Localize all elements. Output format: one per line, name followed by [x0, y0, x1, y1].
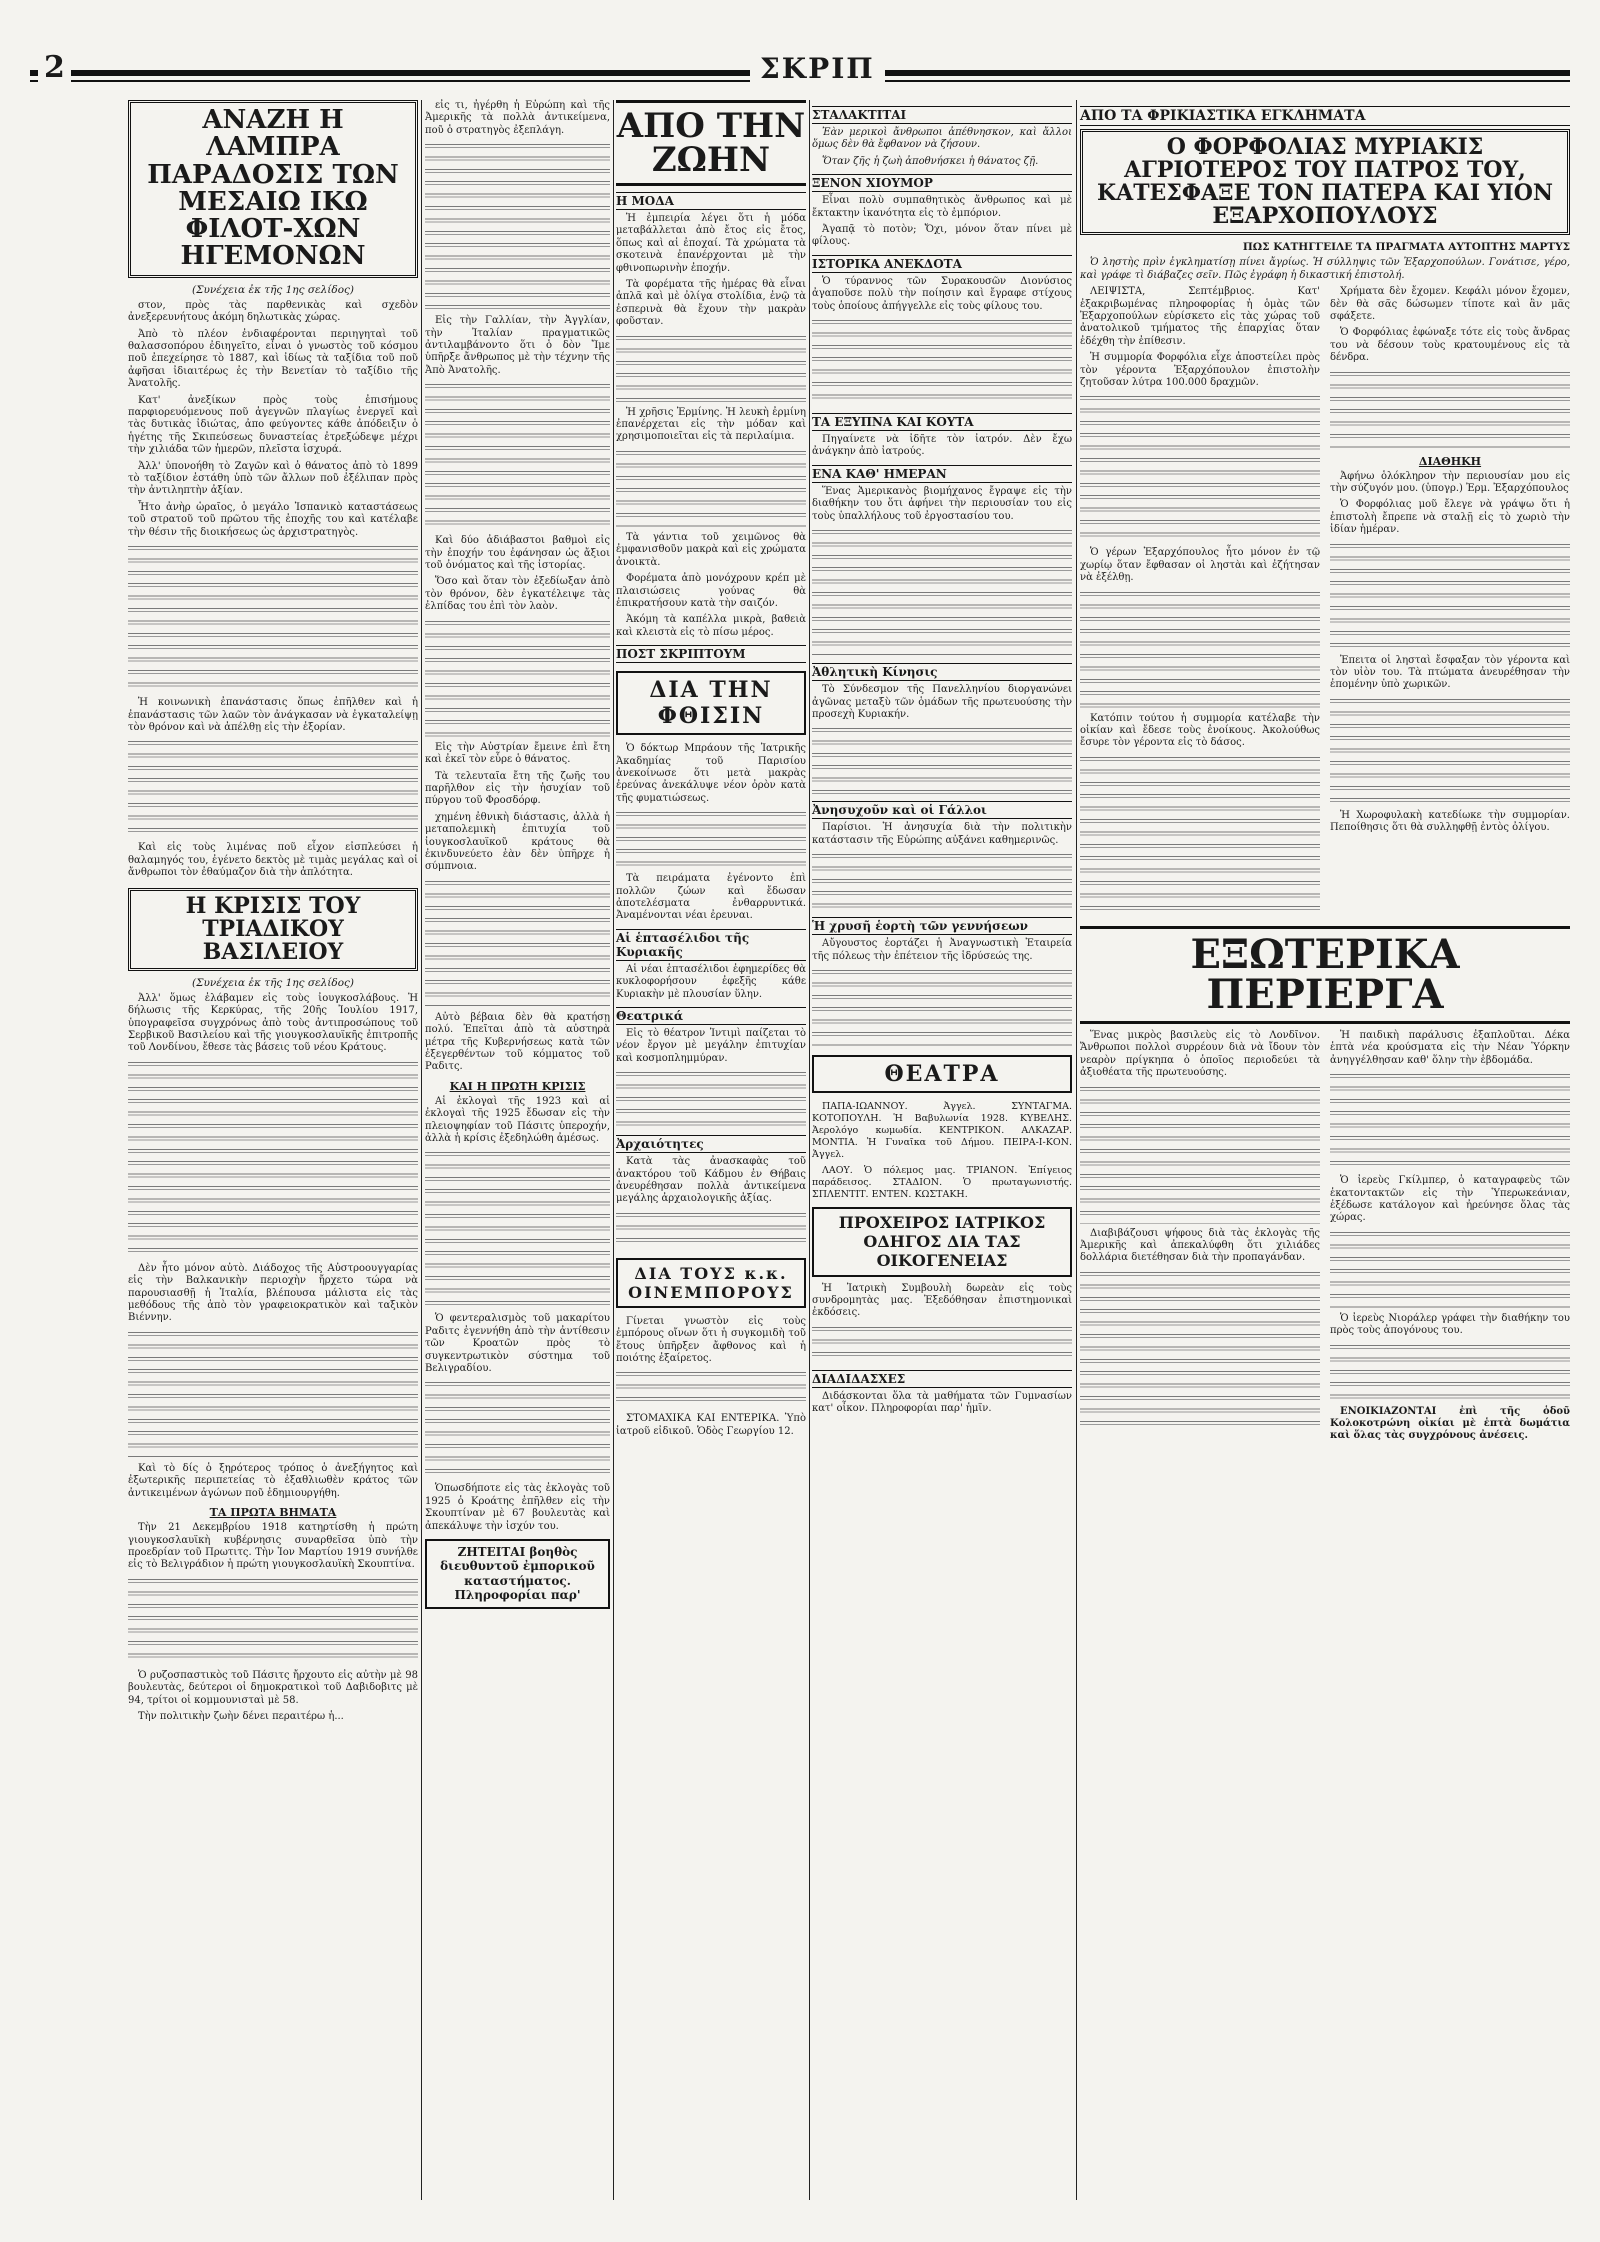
section-heading: ΙΣΤΟΡΙΚΑ ΑΝΕΚΔΟΤΑ	[812, 255, 1072, 273]
text-block	[128, 1576, 418, 1666]
text-block	[1330, 1342, 1570, 1402]
paragraph: Καὶ τὸ δίς ὁ ξηρότερος τρόπος ὁ ἀνεξήγητος καὶ ἐξωτερικῆς περιπετείας τὸ ἐξαθλιωθὲν κράτος τῶν ἀντικειμένων ἀγώνων ποῦ ἐδημιουργήθη.	[128, 1462, 418, 1499]
section-heading: ΠΟΣΤ ΣΚΡΙΠΤΟΥΜ	[616, 645, 806, 663]
text-block	[812, 725, 1072, 795]
text-block	[128, 543, 418, 693]
paragraph: Πηγαίνετε νὰ ἰδῆτε τὸν ἰατρόν. Δὲν ἔχω ἀνάγκην ἀπὸ ἰατρούς.	[812, 434, 1072, 458]
paragraph: Φορέματα ἀπὸ μονόχρουν κρέπ μὲ πλαισιώσεις γούνας θὰ ἐπικρατήσουν κατὰ τὴν σαιζόν.	[616, 573, 806, 609]
paragraph: Εἶναι πολὺ συμπαθητικὸς ἄνθρωπος καὶ μὲ ἔκτακτην ἱκανότητα εἰς τὸ ἐμπόριον.	[812, 195, 1072, 219]
page-number: 2	[38, 50, 71, 85]
paragraph: Καὶ δύο ἀδιάβαστοι βαθμοὶ εἰς τὴν ἐποχήν του ἐφάνησαν ὡς ἄξιοι τοῦ ὀνόματος καὶ τῆς ἰστορίας.	[425, 535, 610, 572]
theatre-listings: ΠΑΠΑ-ΙΩΑΝΝΟΥ. Ἀγγελ. ΣΥΝΤΑΓΜΑ. ΚΟΤΟΠΟΥΛΗ. Ἡ Βαβυλωνία 1928. ΚΥΒΕΛΗΣ. Ἀερολόγο κωμωδία. ΚΕΝΤΡΙΚΟΝ. ΑΛΚΑΖΑΡ. ΜΟΝΤΙΑ. Ἡ Γυναῖκα τοῦ Δήμου. ΠΕΙΡΑ-Ι-ΚΟΝ. Ἀγγελ.	[812, 1100, 1072, 1160]
classified-ad: ΖΗΤΕΙΤΑΙ βοηθὸς διευθυντοῦ ἐμπορικοῦ καταστήματος. Πληροφορίαι παρ'	[425, 1539, 610, 1609]
article-intro: Ὁ ληστὴς πρὶν ἐγκληματίσῃ πίνει ἄγρίως. Ἡ σύλληψις τῶν Ἐξαρχοπούλων. Γονάτισε, γέρο, καὶ γράφε τὶ διάβαζες σεῖν. Πῶς ἐγράφη ἡ δικαστική ἐπιστολή.	[1080, 257, 1570, 281]
paragraph: Τὰ γάντια τοῦ χειμῶνος θὰ ἐμφανισθοῦν μακρὰ καὶ εἰς χρώματα ἀνοικτὰ.	[616, 531, 806, 568]
paragraph: Ὁ ἰερεὺς Γκίλμπερ, ὁ καταγραφεὺς τῶν ἑκατοντακτῶν εἰς τὴν Ὑπερωκεάνιαν, ἐξέδωσε κατάλογον καὶ ἠρεύνησε ὅλας τὰς χώρας.	[1330, 1175, 1570, 1224]
section-heading: Ἡ χρυσῆ ἑορτὴ τῶν γεννήσεων	[812, 917, 1072, 935]
quotation: Ἐὰν μερικοὶ ἄνθρωποι ἀπέθνησκον, καὶ ἄλλοι ὅμως δὲν θὰ ἔφθανον νὰ ζήσουν.	[812, 127, 1072, 151]
paragraph: Ὅσο καὶ ὅταν τὸν ἐξεδίωξαν ἀπὸ τὸν θρόνον, δὲν ἐγκατέλειψε τὰς ἐλπίδας του ἐπὶ τὸν λαὸν.	[425, 576, 610, 613]
article-headline: ΑΝΑΖΗ Η ΛΑΜΠΡΑ ΠΑΡΑΔΟΣΙΣ ΤΩΝ ΜΕΣΑΙΩ ΙΚΩ ΦΙΛΟΤ-ΧΩΝ ΗΓΕΜΟΝΩΝ	[128, 100, 418, 278]
masthead	[30, 50, 1570, 98]
paragraph: ΛΕΙΨΙΣΤΑ, Σεπτέμβριος. Κατ' ἐξακριβωμένας πληροφορίας ἡ ὁμὰς τῶν Ἐξαρχοπούλων εὑρίσκετο εἰς τὰς χώρας τοῦ ἀνατολικοῦ τμήματος τῆς ἐπαρχίας ὅταν ἐδέχθη τὴν ἐπίθεσιν.	[1080, 286, 1320, 347]
paragraph: Ἀλλ' ὑπονοήθη τὸ Ζαγῶν καὶ ὁ θάνατος ἀπὸ τὸ 1899 τὸ ταξίδιον ἐστάθη ὑπὸ τῶν ἄλλων ποῦ ἐξέλιπαν πρὸς τὴν ἀντιληπτὴν ἀξίαν.	[128, 460, 418, 497]
paragraph: Παρίσιοι. Ἡ ἀνησυχία διὰ τὴν πολιτικὴν κατάστασιν τῆς Εὐρώπης αὐξάνει καθημερινῶς.	[812, 822, 1072, 846]
text-block	[1080, 393, 1320, 543]
paragraph: Τὴν πολιτικὴν ζωὴν δένει περαιτέρω ἡ...	[138, 1710, 344, 1722]
text-block	[1080, 589, 1320, 709]
text-block	[1330, 1071, 1570, 1171]
text-block	[616, 809, 806, 869]
paragraph: Εἰς τὸ θέατρον Ἰντιμὶ παίζεται τὸ νέον ἔργον μὲ μεγάλην ἐπιτυχίαν καὶ κοσμοπλημμύραν.	[616, 1028, 806, 1064]
text-block	[616, 1210, 806, 1250]
paragraph: Γίνεται γνωστὸν εἰς τοὺς ἐμπόρους οἴνων ὅτι ἡ συγκομιδὴ τοῦ ἔτους ὑπῆρξεν ἄφθονος καὶ ἡ ποιότης ἐξαίρετος.	[616, 1315, 806, 1365]
column-3	[616, 100, 806, 1442]
boxed-headline: ΘΕΑΤΡΑ	[812, 1055, 1072, 1093]
text-block	[1330, 1229, 1570, 1309]
text-block	[425, 1149, 610, 1309]
text-block	[1080, 1084, 1320, 1224]
column-5	[1080, 100, 1570, 1447]
paragraph: Ἡ κοινωνικὴ ἐπανάστασις ὅπως ἐπῆλθεν καὶ ἡ ἐπανάστασις τῶν λαῶν τὸν ἀνάγκασαν νὰ ἐγκαταλείψῃ τὸν θρόνον καὶ νὰ ἀπέλθῃ εἰς τὴν ἐξορίαν.	[128, 697, 418, 733]
cinema-listings: ΛΑΟΥ. Ὁ πόλεμος μας. ΤΡΙΑΝΟΝ. Ἐπίγειος παράδεισος. ΣΤΑΔΙΟΝ. Ὁ πρωταγωνιστής. ΣΠΛΕΝΤΙΤ. ΕΝΤΕΝ. ΚΩΣΤΑΚΗ.	[812, 1164, 1072, 1200]
paragraph: Ἀγαπᾷ τὸ ποτὸν; Ὄχι, μόνον ὅταν πίνει μὲ φίλους.	[812, 224, 1072, 248]
paragraph: ΣΤΟΜΑΧΙΚΑ ΚΑΙ ΕΝΤΕΡΙΚΑ. Ὑπὸ ἰατροῦ εἰδικοῦ. Ὁδὸς Γεωργίου 12.	[616, 1413, 806, 1437]
paragraph: Χρήματα δὲν ἔχομεν. Κεφάλι μόνον ἔχομεν, δὲν θὰ σᾶς δώσωμεν τίποτε καὶ ἂν μᾶς σφάξετε.	[1330, 286, 1570, 322]
paragraph: Ἡ συμμορία Φορφόλια εἶχε ἀποστείλει πρὸς τὸν γέροντα Ἐξαρχόπουλον ἐπιστολὴν ζητοῦσαν λύτρα 100.000 δραχμῶν.	[1080, 352, 1320, 389]
paragraph: εἰς τι, ἠγέρθη ἡ Εὐρώπη καὶ τῆς Ἀμερικῆς τὰ πολλὰ ἀντικείμενα, ποῦ ὁ στρατηγὸς ἐξεπλάγη.	[425, 100, 610, 136]
paragraph: Διδάσκονται ὅλα τὰ μαθήματα τῶν Γυμνασίων κατ' οἶκον. Πληροφορίαι παρ' ἡμῖν.	[812, 1390, 1072, 1415]
section-heading: Ἀρχαιότητες	[616, 1135, 806, 1153]
text-block	[425, 1379, 610, 1479]
text-block	[128, 1329, 418, 1459]
paragraph: Ὁ φεντεραλισμὸς τοῦ μακαρίτου Ραδιτς ἐγεννήθη ἀπὸ τὴν ἀντίθεσιν τῶν Κροατῶν πρὸς τὸ συγκεντρωτικὸν σύστημα τοῦ Βελιγραδίου.	[425, 1313, 610, 1375]
article-headline: Η ΚΡΙΣΙΣ ΤΟΥ ΤΡΙΑΔΙΚΟΥ ΒΑΣΙΛΕΙΟΥ	[128, 888, 418, 971]
text-block	[812, 1324, 1072, 1364]
paragraph: Κατ' ἀνεξίκων πρὸς τοὺς ἐπισήμους παρφιορευόμενους ποῦ ἀγεγνῶν πλαγίως ἐνεργεῖ καὶ τὰς δυτικὰς ἰδιώτας, ἀπο φεύγοντες κάθε ἀπόδειξιν ὁ ἡγέτης τῆς Σκιπεύσεως δυναστείας ἐτρεξώδεψε μέχρι τὴν χιλιάδα τῶν ἡμερῶν, πλεῖστα ἰσχυρά.	[128, 394, 418, 456]
paragraph: Τὴν 21 Δεκεμβρίου 1918 κατηρτίσθη ἡ πρώτη γιουγκοσλαυϊκὴ κυβέρνησις συναρθεῖσα ὑπὸ τὴν προεδρίαν τοῦ Πρωτιτς. Τὴν Ἰον Μαρτίου 1919 συνήλθε εἰς τὸ Βελιγράδιον ἡ πρώτη γιουγκοσλαυϊκὴ Σκουπτίνα.	[128, 1522, 418, 1571]
column-4	[812, 100, 1072, 1420]
boxed-headline: ΠΡΟΧΕΙΡΟΣ ΙΑΤΡΙΚΟΣ ΟΔΗΓΟΣ ΔΙΑ ΤΑΣ ΟΙΚΟΓΕΝΕΙΑΣ	[812, 1207, 1072, 1277]
boxed-headline: ΔΙΑ ΤΗΝ ΦΘΙΣΙΝ	[616, 671, 806, 735]
paragraph: Αἱ ἐκλογαὶ τῆς 1923 καὶ αἱ ἐκλογαὶ τῆς 1925 ἔδωσαν εἰς τὴν πλειοψηφίαν τοῦ Πάσιτς ὑπεροχήν, ἀλλὰ ἡ κρίσις ἐξεδηλώθη ἀμέσως.	[425, 1095, 610, 1144]
paragraph: Ὁ Φορφόλιας ἐφώναξε τότε εἰς τοὺς ἄνδρας του νὰ δέσουν τοὺς κρατουμένους εἰς τὰ δένδρα.	[1330, 327, 1570, 364]
text-block	[1330, 696, 1570, 806]
subcolumn	[1080, 286, 1320, 918]
paragraph: Τὰ φορέματα τῆς ἡμέρας θὰ εἶναι ἁπλᾶ καὶ μὲ ὀλίγα στολίδια, ἐνῷ τὰ ἐσπερινὰ θὰ ἔχουν τὴν μακρὰν φοῦσταν.	[616, 279, 806, 328]
classified-ad: ΕΝΟΙΚΙΑΖΟΝΤΑΙ ἐπὶ τῆς ὁδοῦ Κολοκοτρώνη οἰκίαι μὲ ἑπτὰ δωμάτια καὶ ὅλας τὰς συγχρόνους ἀνέσεις.	[1330, 1405, 1570, 1442]
text-block	[812, 851, 1072, 911]
paragraph: Ὁ τύραννος τῶν Συρακουσῶν Διονύσιος ἀγαποῦσε πολὺ τὴν ποίησιν καὶ ἔγραφε στίχους τοὺς ὁποίους ἀπήγγελλε εἰς τοὺς φίλους του.	[812, 275, 1072, 312]
section-heading: ΔΙΑΘΗΚΗ	[1418, 454, 1482, 468]
text-block	[812, 317, 1072, 407]
paragraph: Δὲν ἦτο μόνον αὐτὸ. Διάδοχος τῆς Αὐστροουγγαρίας εἰς τὴν Βαλκανικὴν περιοχὴν ἤρχετο τώρα νὰ παρουσιασθῇ ἡ Ἰταλία, βλέπουσα μάλιστα εἰς τὰς μεθόδους τῆς ἀπὸ τὸν γραφειοκρατικὸν καὶ ταξικὸν Βιέννην.	[128, 1262, 418, 1324]
text-block	[425, 381, 610, 531]
section-heading: ΣΤΑΛΑΚΤΙΤΑΙ	[812, 106, 1072, 124]
text-block	[1330, 541, 1570, 651]
section-title: ΕΞΩΤΕΡΙΚΑ ΠΕΡΙΕΡΓΑ	[1080, 926, 1570, 1024]
text-block	[1330, 369, 1570, 449]
paragraph: Ὁ ἰερεὺς Νιοράλερ γράφει τὴν διαθήκην του πρὸς τοὺς ἀπογόνους του.	[1330, 1312, 1570, 1337]
subcolumn	[1080, 1030, 1320, 1447]
paragraph: Κατόπιν τούτου ἡ συμμορία κατέλαβε τὴν οἰκίαν καὶ ἔδεσε τοὺς ἐνοίκους. Ἀκολούθως ἔσυρε τὸν γέροντα εἰς τὸ δάσος.	[1080, 712, 1320, 749]
paragraph: Ἡ Ἰατρικὴ Συμβουλὴ δωρεὰν εἰς τοὺς συνδρομητὰς μας. Ἐξεδόθησαν ἐπιστημονικαὶ ἐκδόσεις.	[812, 1282, 1072, 1319]
paragraph: χημένη ἐθνικὴ διάστασις, ἀλλὰ ἡ μεταπολεμικὴ ἐπιτυχία τοῦ ἰουγκοσλαυϊκοῦ κράτους θὰ ἐκινδυνεύετο ἐὰν δὲν ὑπῆρχε ἡ σύμπνοια.	[425, 811, 610, 873]
paragraph: Ἡ ἐμπειρία λέγει ὅτι ἡ μόδα μεταβάλλεται ἀπὸ ἔτος εἰς ἔτος, ὅπως καὶ αἱ ἐποχαί. Τὰ χρώματα τὰ σκοτεινὰ ἐπανέρχονται μὲ τὴν φθινοπωρινὴν ἐποχήν.	[616, 213, 806, 274]
section-heading: ΑΠΟ ΤΑ ΦΡΙΚΙΑΣΤΙΚΑ ΕΓΚΛΗΜΑΤΑ	[1080, 106, 1570, 126]
paragraph: Αἱ νέαι ἑπτασέλιδοι ἐφημερίδες θὰ κυκλοφορήσουν ἐφεξῆς κάθε Κυριακὴν μὲ πλουσίαν ὕλην.	[616, 963, 806, 1000]
paragraph: Ἡ χρῆσις Ἐρμίνης. Ἡ λευκὴ ἐρμίνη ἐπανέρχεται εἰς τὴν μόδαν καὶ χρησιμοποιεῖται εἰς τὰ περιλαίμια.	[616, 406, 806, 443]
text-block	[812, 967, 1072, 1047]
paragraph: Ἀπὸ τὸ πλέον ἐνδιαφέρονται περιηγηταὶ τοῦ θαλασσοπόρου ἐδιηγεῖτο, εἶναι ὁ γνωστὸς τοῦ κόσμου ποῦ ἐπεχείρησε τὸ 1887, καὶ ἰδίως τὰ ταξίδια τοῦ ποῦ ἀφῆσαι ἰδιαιτέρως ἐς τὴν Βενετίαν τὸ ταξίδιο τῆς Ἀνατολῆς.	[128, 328, 418, 390]
paper-name: ΣΚΡΙΠ	[750, 52, 885, 85]
paragraph: Διαβιβάζουσι ψήφους διὰ τὰς ἐκλογὰς τῆς Ἀμερικῆς καὶ ἀπεκαλύφθη ὅτι χιλιάδες δολλάρια διετέθησαν διὰ τὴν προπαγάνδαν.	[1080, 1227, 1320, 1264]
paragraph: Αὔγουστος ἐορτάζει ἡ Ἀναγνωστικὴ Ἐταιρεία τῆς πόλεως τὴν ἐπέτειον τῆς ἱδρύσεώς της.	[812, 938, 1072, 962]
paragraph: Ὁπωσδήποτε εἰς τὰς ἐκλογὰς τοῦ 1925 ὁ Κροάτης ἐπῆλθεν εἰς τὴν Σκουπτίναν μὲ 67 βουλευτὰς καὶ ἀπεκάλυψε τὴν ἰσχύν του.	[425, 1483, 610, 1532]
two-column-text	[1080, 1030, 1570, 1447]
column-rule	[421, 100, 422, 2200]
paragraph: Ἀλλ' ὅμως ἐλάβαμεν εἰς τοὺς ἰουγκοσλάβους. Ἡ δήλωσις τῆς Κερκύρας, τῆς 20ῆς Ἰουλίου 1917, ὑπογραφεῖσα συγχρόνως ἀπὸ τοὺς ἀντιπροσώπους τοῦ Σερβικοῦ Βασιλείου καὶ τῆς γιουγκοσλαυϊκῆς ἐπιτροπῆς τοῦ Λονδίνου, ἔθεσε τὰς βάσεις τοῦ νέου Κράτους.	[128, 992, 418, 1054]
article-headline: Ο ΦΟΡΦΟΛΙΑΣ ΜΥΡΙΑΚΙΣ ΑΓΡΙΟΤΕΡΟΣ ΤΟΥ ΠΑΤΡΟΣ ΤΟΥ, ΚΑΤΕΣΦΑΞΕ ΤΟΝ ΠΑΤΕΡΑ ΚΑΙ ΥΙΟΝ ΕΞΑΡΧΟΠΟΥΛΟΥΣ	[1080, 129, 1570, 235]
section-heading: ΔΙΑΔΙΔΑΣΧΕΣ	[812, 1370, 1072, 1388]
paragraph: Ὁ δόκτωρ Μπράουν τῆς Ἰατρικῆς Ἀκαδημίας τοῦ Παρισίου ἀνεκοίνωσε ὅτι μετὰ μακρὰς ἐρεύνας ἀνεκάλυψε νέον ὀρὸν κατὰ τῆς φυματιώσεως.	[616, 743, 806, 804]
text-block	[1080, 754, 1320, 914]
section-heading: ΤΑ ΕΞΥΠΝΑ ΚΑΙ ΚΟΥΤΑ	[812, 413, 1072, 431]
paragraph: Τὸ Σύνδεσμον τῆς Πανελληνίου διοργανώνει ἀγῶνας μεταξὺ τῶν ὁμάδων τῆς πρωτευούσης τὴν προσεχὴ Κυριακήν.	[812, 684, 1072, 720]
paragraph: Εἰς τὴν Αὐστρίαν ἔμεινε ἐπὶ ἔτη καὶ ἐκεῖ τὸν εὗρε ὁ θάνατος.	[425, 741, 610, 766]
text-block	[425, 618, 610, 738]
column-rule	[1076, 100, 1077, 2200]
section-heading: Η ΜΟΔΑ	[616, 192, 806, 210]
column-1	[128, 100, 418, 1727]
subcolumn	[1330, 1030, 1570, 1447]
paragraph: Ἐπειτα οἱ λησταὶ ἔσφαξαν τὸν γέροντα καὶ τὸν υἱὸν του. Τὰ πτώματα ἀνευρέθησαν τὴν ἐπομένην ὑπὸ χωρικῶν.	[1330, 654, 1570, 691]
paragraph: Τὰ τελευταῖα ἔτη τῆς ζωῆς του παρῆλθον εἰς τὴν ἡσυχίαν τοῦ πύργου τοῦ Φροσδόρφ.	[425, 770, 610, 807]
text-block	[616, 333, 806, 403]
text-block	[616, 1069, 806, 1129]
column-rule	[809, 100, 810, 2200]
section-heading: Ἀθλητικὴ Κίνησις	[812, 663, 1072, 681]
section-heading: ΞΕΝΟΝ ΧΙΟΥΜΟΡ	[812, 174, 1072, 192]
column-rule	[613, 100, 614, 2200]
boxed-headline: ΔΙΑ ΤΟΥΣ κ.κ. ΟΙΝΕΜΠΟΡΟΥΣ	[616, 1258, 806, 1308]
paragraph: στον, πρὸς τὰς παρθενικὰς καὶ σχεδὸν ἀνεξερευνήτους ἀκόμη δηλωτικὰς χώρας.	[128, 299, 418, 324]
paragraph: Καὶ εἰς τοὺς λιμένας ποῦ εἶχον εἰσπλεύσει ἡ θαλαμηγός του, ἐγένετο δεκτὸς μὲ τιμὰς μεγάλας καὶ οἱ ἄνθρωποι τὸν ἐθαύμαζον διὰ τὴν ἀπλότητα.	[128, 842, 418, 879]
subcolumn	[1330, 286, 1570, 918]
two-column-text	[1080, 286, 1570, 918]
paragraph: Αὐτὸ βέβαια δὲν θὰ κρατήσῃ πολύ. Ἐπεῖται ἀπὸ τὰ αὐστηρὰ μέτρα τῆς Κυβερνήσεως κατὰ τῶν ἐξεγερθέντων τοῦ κόμματος τοῦ Ραδιτς.	[425, 1011, 610, 1073]
paragraph: Ἦτο ἀνὴρ ὡραῖος, ὁ μεγάλο Ἰσπανικὸ καταστάσεως τοῦ στρατοῦ τοῦ πρῶτου τῆς ἐποχῆς του καὶ κατέλαβε τὴν θέσιν τῆς διοικήσεως ὡς ἀρχιστρατηγὸς.	[128, 501, 418, 538]
article-continuation: (Συνέχεια ἐκ τῆς 1ης σελίδος)	[191, 976, 355, 989]
quotation: Ὅταν ζῆς ἡ ζωὴ ἀποθνήσκει ἡ θάνατος ζῇ.	[822, 155, 1039, 167]
paragraph: Ἡ παιδικὴ παράλυσις ἐξαπλοῦται. Δέκα ἑπτὰ νέα κρούσματα εἰς τὴν Νέαν Ὑόρκην ἀνηγγέλθησαν καθ' ὅλην τὴν ἑβδομάδα.	[1330, 1029, 1570, 1066]
text-block	[616, 448, 806, 528]
text-block	[128, 1059, 418, 1259]
column-2	[425, 100, 610, 1615]
section-heading: Θεατρικά	[616, 1007, 806, 1025]
section-heading: ΤΑ ΠΡΩΤΑ ΒΗΜΑΤΑ	[209, 1506, 337, 1520]
paragraph: Ἀφήνω ὁλόκληρον τὴν περιουσίαν μου εἰς τὴν σύζυγόν μου. (ὑπογρ.) Ἐρμ. Ἐξαρχόπουλος	[1330, 470, 1570, 495]
paragraph: Ἡ Χωροφυλακὴ κατεδίωκε τὴν συμμορίαν. Πεποίθησις ὅτι θὰ συλληφθῇ ἐντὸς ὀλίγου.	[1330, 809, 1570, 834]
paragraph: Εἰς τὴν Γαλλίαν, τὴν Ἀγγλίαν, τὴν Ἰταλίαν πραγματικῶς ἀντιλαμβάνοντο ὅτι ὁ δὸν Ἴμε ὑπῆρξε ἄνθρωπος μὲ τὴν τέχνην τῆς Ἀπὸ Ἀνατολῆς.	[425, 315, 610, 376]
paragraph: Κατὰ τὰς ἀνασκαφὰς τοῦ ἀνακτόρου τοῦ Κάδμου ἐν Θήβαις ἀνευρέθησαν πολλὰ ἀντικείμενα μεγάλης ἀρχαιολογικῆς ἀξίας.	[616, 1156, 806, 1205]
text-block	[425, 878, 610, 1008]
text-block	[1080, 1269, 1320, 1429]
paragraph: Ὁ ρυζοσπαστικὸς τοῦ Πάσιτς ἤρχουτο εἰς αὐτὴν μὲ 98 βουλευτὰς, δεύτεροι οἱ δημοκρατικοὶ τοῦ Δαβιδοβιτς μὲ 94, τρίτοι οἱ κομμουνισταὶ μὲ 58.	[128, 1669, 418, 1706]
section-title: ΑΠΟ ΤΗΝ ΖΩΗΝ	[616, 100, 806, 186]
section-heading: Ἀνησυχοῦν καὶ οἱ Γάλλοι	[812, 801, 1072, 819]
article-continuation: (Συνέχεια ἐκ τῆς 1ης σελίδος)	[191, 283, 355, 296]
paragraph: Ἕνας μικρὸς βασιλεὺς εἰς τὸ Λονδῖνον. Ἄνθρωποι πολλοὶ συρρέουν διὰ νὰ ἴδουν τὸν νεαρὸν πρίγκηπα ὁ ὁποῖος περιοδεύει τὰ ἀξιοθέατα τῆς πρωτευούσης.	[1080, 1029, 1320, 1079]
text-block	[128, 738, 418, 838]
paragraph: Ὁ γέρων Ἐξαρχόπουλος ἦτο μόνον ἐν τῷ χωρίῳ ὅταν ἔφθασαν οἱ ληστὰι καὶ ἐζήτησαν νὰ ἐξέλθῃ.	[1080, 547, 1320, 584]
paragraph: Ἕνας Ἀμερικανὸς βιομήχανος ἔγραψε εἰς τὴν διαθήκην του ὅτι ἀφήνει τὴν περιουσίαν του εἰς τοὺς ὑπαλλήλους τοῦ ἐργοστασίου του.	[812, 485, 1072, 522]
text-block	[425, 141, 610, 311]
text-block	[812, 527, 1072, 657]
paragraph: Τὰ πειράματα ἐγένοντο ἐπὶ πολλῶν ζώων καὶ ἔδωσαν ἀποτελέσματα ἐνθαρρυντικά. Ἀναμένονται νέαι ἐρευναι.	[616, 873, 806, 922]
section-heading: ΚΑΙ Η ΠΡΩΤΗ ΚΡΙΣΙΣ	[449, 1079, 586, 1093]
section-heading: Αἱ ἑπτασέλιδοι τῆς Κυριακῆς	[616, 929, 806, 961]
section-heading: ΕΝΑ ΚΑΘ' ΗΜΕΡΑΝ	[812, 465, 1072, 483]
paragraph: Ὁ Φορφόλιας μοῦ ἔλεγε νὰ γράψω ὅτι ἡ ἐπιστολὴ ἔπρεπε νὰ σταλῇ εἰς τὸ χωριὸ τὴν ἰδίαν ἡμέραν.	[1330, 499, 1570, 536]
paragraph: Ἀκόμη τὰ καπέλλα μικρὰ, βαθειὰ καὶ κλειστὰ εἰς τὸ πίσω μέρος.	[616, 614, 806, 638]
text-block	[616, 1369, 806, 1409]
article-caption: ΠΩΣ ΚΑΤΗΓΓΕΙΛΕ ΤΑ ΠΡΑΓΜΑΤΑ ΑΥΤΟΠΤΗΣ ΜΑΡΤΥΣ	[1242, 241, 1570, 254]
